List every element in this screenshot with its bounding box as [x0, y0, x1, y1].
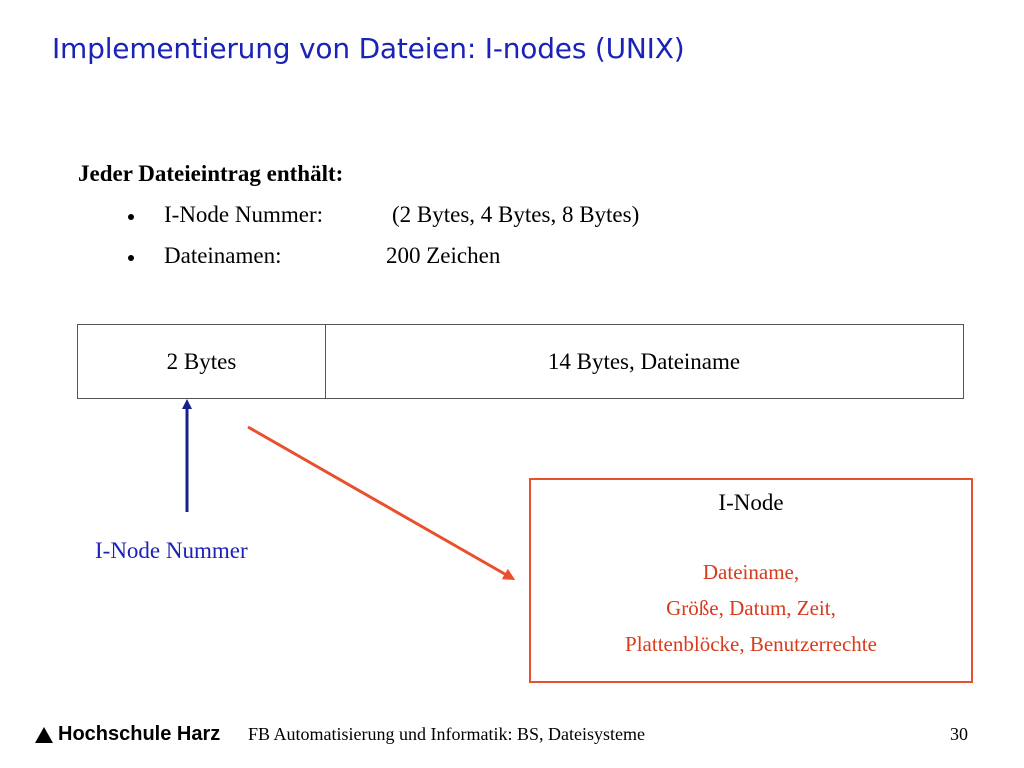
- inode-number-cell: 2 Bytes: [78, 325, 326, 398]
- inode-attribute-line: Dateiname,: [702, 560, 800, 584]
- triangle-logo-icon: [35, 727, 53, 743]
- logo-text: Hochschule Harz: [58, 723, 221, 745]
- bullet-label: I-Node Nummer:: [164, 202, 324, 227]
- inode-number-label: I-Node Nummer: [95, 538, 248, 563]
- intro-heading: Jeder Dateieintrag enthält:: [78, 161, 344, 186]
- bullet-value: (2 Bytes, 4 Bytes, 8 Bytes): [392, 202, 640, 227]
- page-number: 30: [950, 724, 968, 744]
- filename-cell: 14 Bytes, Dateiname: [547, 348, 741, 374]
- slide-title: Implementierung von Dateien: I-nodes (UNIX): [52, 32, 685, 65]
- inode-title: I-Node: [718, 490, 784, 515]
- inode-attribute-line: Größe, Datum, Zeit,: [666, 596, 836, 620]
- university-logo: [35, 723, 220, 746]
- bullet-value: 200 Zeichen: [386, 243, 501, 268]
- bullet-label: Dateinamen:: [164, 243, 282, 268]
- footer-text: FB Automatisierung und Informatik: BS, Dateisysteme: [248, 724, 645, 744]
- inode-attribute-line: Plattenblöcke, Benutzerrechte: [625, 632, 877, 656]
- inode-box: [529, 478, 973, 683]
- diagonal-arrow-icon: [248, 427, 510, 577]
